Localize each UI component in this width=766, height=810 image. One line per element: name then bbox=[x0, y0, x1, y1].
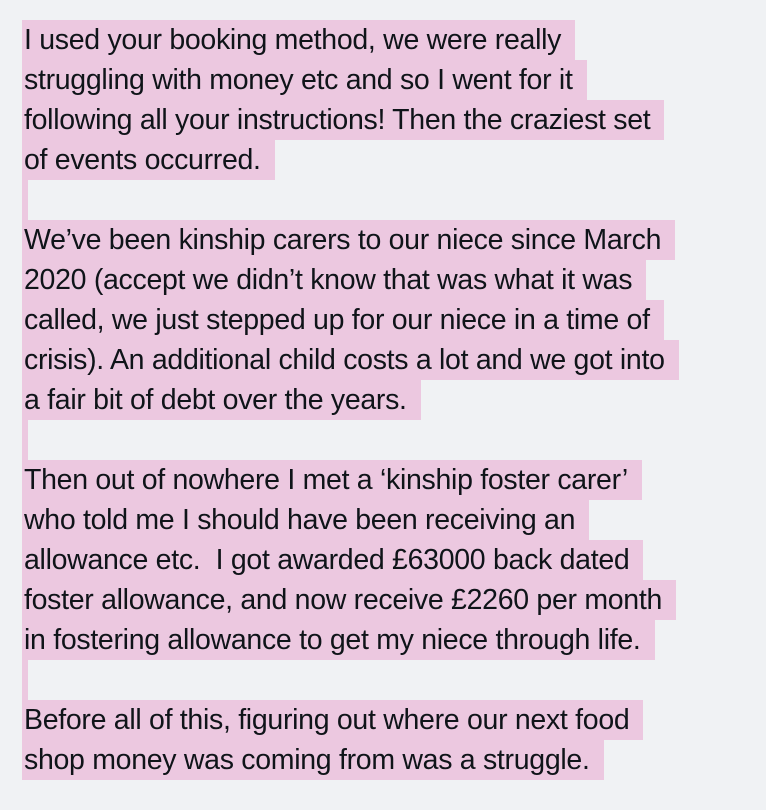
paragraph-2 bbox=[22, 220, 752, 420]
highlighted-text: following all your instructions! Then the craziest set bbox=[22, 100, 664, 140]
paragraph-3 bbox=[22, 460, 752, 660]
highlighted-text: shop money was coming from was a struggle. bbox=[22, 740, 604, 780]
text-line bbox=[22, 620, 752, 660]
text-line bbox=[22, 220, 752, 260]
highlighted-text: a fair bit of debt over the years. bbox=[22, 380, 421, 420]
text-line bbox=[22, 740, 752, 780]
text-line bbox=[22, 260, 752, 300]
text-line bbox=[22, 580, 752, 620]
highlighted-text: who told me I should have been receiving an bbox=[22, 500, 589, 540]
paragraph-gap bbox=[22, 660, 752, 700]
highlighted-text: crisis). An additional child costs a lot and we got into bbox=[22, 340, 679, 380]
highlighted-text: 2020 (accept we didn’t know that was what it was bbox=[22, 260, 646, 300]
text-line bbox=[22, 20, 752, 60]
text-line bbox=[22, 540, 752, 580]
text-line bbox=[22, 100, 752, 140]
text-line bbox=[22, 700, 752, 740]
text-line bbox=[22, 300, 752, 340]
text-line bbox=[22, 460, 752, 500]
text-line bbox=[22, 140, 752, 180]
highlighted-text: We’ve been kinship carers to our niece since March bbox=[22, 220, 675, 260]
highlight-marker bbox=[22, 180, 28, 220]
text-line bbox=[22, 500, 752, 540]
highlighted-text: called, we just stepped up for our niece in a time of bbox=[22, 300, 664, 340]
highlighted-text: foster allowance, and now receive £2260 per month bbox=[22, 580, 676, 620]
text-line bbox=[22, 340, 752, 380]
highlighted-text: struggling with money etc and so I went for it bbox=[22, 60, 587, 100]
text-line bbox=[22, 380, 752, 420]
highlighted-text: Then out of nowhere I met a ‘kinship foster carer’ bbox=[22, 460, 642, 500]
highlighted-text: I used your booking method, we were really bbox=[22, 20, 575, 60]
highlight-marker bbox=[22, 420, 28, 460]
paragraph-4 bbox=[22, 700, 752, 780]
highlighted-text-document bbox=[22, 20, 752, 780]
paragraph-gap bbox=[22, 180, 752, 220]
highlighted-text: allowance etc. I got awarded £63000 back dated bbox=[22, 540, 643, 580]
paragraph-1 bbox=[22, 20, 752, 180]
text-line bbox=[22, 60, 752, 100]
highlight-marker bbox=[22, 660, 28, 700]
highlighted-text: in fostering allowance to get my niece through life. bbox=[22, 620, 655, 660]
highlighted-text: of events occurred. bbox=[22, 140, 275, 180]
paragraph-gap bbox=[22, 420, 752, 460]
highlighted-text: Before all of this, figuring out where our next food bbox=[22, 700, 643, 740]
